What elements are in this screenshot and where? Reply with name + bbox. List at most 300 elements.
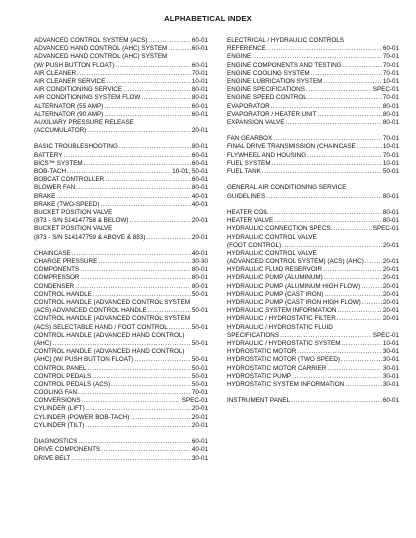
index-entry-title: (W/ PUSH BUTTON FLOAT) — [34, 61, 115, 69]
dot-leader — [266, 193, 382, 201]
index-entry-page: 80-01 — [382, 110, 399, 118]
dot-leader — [141, 94, 191, 102]
index-entry — [227, 160, 399, 168]
index-entry-title: HYDRAULIC CONNECTION SPECS. — [227, 225, 333, 233]
index-entry-title: HYDROSTATIC MOTOR — [227, 348, 297, 356]
index-entry — [227, 332, 399, 340]
dot-leader — [80, 266, 191, 274]
dot-leader — [271, 103, 382, 111]
dot-leader — [105, 176, 191, 184]
dot-leader — [148, 37, 191, 45]
index-entry-title: HYDROSTATIC MOTOR CARRIER — [227, 364, 327, 372]
index-entry — [34, 324, 208, 332]
index-entry-title: ADVANCED CONTROL SYSTEM (ACS) — [34, 37, 148, 44]
index-entry-title: AIR CLEANER SERVICE — [34, 77, 106, 85]
index-entry — [34, 405, 208, 413]
index-entry-page: 60-01 — [382, 45, 399, 53]
index-entry-title: CONVERSIONS — [34, 397, 81, 405]
index-entry — [34, 389, 208, 397]
section-gap — [227, 127, 399, 135]
index-entry — [34, 397, 208, 405]
dot-leader — [82, 397, 181, 405]
dot-leader — [86, 405, 191, 413]
index-entry — [227, 209, 399, 217]
dot-leader — [274, 217, 382, 225]
dot-leader — [267, 45, 382, 53]
index-entry-title: ENGINE LUBRICATION SYSTEM — [227, 77, 323, 85]
index-entry — [34, 127, 208, 135]
dot-leader — [87, 127, 191, 135]
index-heading-line: CONTROL HANDLE (ADVANCED HAND CONTROL) — [34, 331, 185, 339]
index-entry-page: 10-01 — [382, 143, 399, 151]
index-entry-page: 10-01 — [191, 77, 208, 85]
index-entry-page: 40-01 — [191, 249, 208, 257]
index-entry-title: ENGINE SPEED CONTROL — [227, 94, 307, 102]
index-entry-title: INSTRUMENT PANEL — [227, 397, 291, 405]
index-entry — [227, 397, 399, 405]
dot-leader — [92, 373, 191, 381]
index-entry — [34, 381, 208, 389]
index-entry — [227, 135, 399, 143]
index-entry — [227, 381, 399, 389]
index-entry — [227, 168, 399, 176]
index-entry-title: HYDROSTATIC MOTOR (TWO SPEED) — [227, 356, 340, 364]
dot-leader — [285, 119, 381, 127]
index-entry — [34, 340, 208, 348]
index-entry — [227, 356, 399, 364]
dot-leader — [72, 250, 191, 258]
index-entry — [227, 119, 399, 127]
dot-leader — [130, 217, 191, 225]
index-entry-title: (ACS) SELECTABLE HAND / FOOT CONTROL — [34, 323, 168, 331]
index-entry — [34, 217, 208, 225]
index-entry-page: 20-01 — [382, 266, 399, 274]
index-entry — [34, 176, 208, 184]
index-heading-line: HYDRAULIC CONTROL VALVE — [227, 233, 317, 241]
dot-leader — [323, 78, 381, 86]
dot-leader — [123, 86, 191, 94]
index-entry-page: 80-01 — [191, 184, 208, 192]
index-entry-title: BICS™ SYSTEM — [34, 159, 83, 167]
index-heading-line: HYDRAULIC / HYDROSTATIC FLUID — [227, 323, 333, 331]
dot-leader — [333, 225, 371, 233]
dot-leader — [262, 168, 382, 176]
index-entry-title: HYDROSTATIC PUMP — [227, 372, 292, 380]
index-heading-line: HYDRAULIC CONTROL VALVE — [227, 249, 317, 257]
index-column-left — [34, 37, 208, 463]
index-entry — [34, 274, 208, 282]
index-entry-title: AIR CONDITIONING SERVICE — [34, 86, 123, 94]
index-entry-page: 70-01 — [382, 135, 399, 143]
dot-leader — [291, 397, 382, 405]
dot-leader — [146, 234, 191, 242]
index-entry-title: EVAPORATOR / HEATER UNIT — [227, 110, 317, 118]
index-entry-page: 20-01 — [191, 233, 208, 241]
index-entry — [227, 291, 399, 299]
index-entry — [227, 299, 399, 307]
index-entry-title: BASIC TROUBLESHOOTING — [34, 143, 118, 151]
dot-leader — [308, 94, 382, 102]
index-entry — [34, 70, 208, 78]
index-entry-title: FLYWHEEL AND HOUSING — [227, 151, 307, 159]
index-heading-line: CONTROL HANDLE (ADVANCED CONTROL SYSTEM — [34, 315, 191, 323]
index-entry-page: 20-01 — [382, 299, 399, 306]
index-entry — [34, 86, 208, 94]
dot-leader — [357, 143, 382, 151]
index-entry — [227, 78, 399, 86]
dot-leader — [63, 152, 190, 160]
index-entry-title: ALTERNATOR (90 AMP) — [34, 110, 104, 118]
index-heading-line: BUCKET POSITION VALVE — [34, 208, 113, 216]
index-entry — [227, 373, 399, 381]
index-entry-page: 60-01 — [191, 110, 208, 118]
index-entry-title: AIR CLEANER — [34, 69, 76, 77]
index-entry-page: 50-01 — [191, 307, 208, 315]
index-entry — [34, 266, 208, 274]
dot-leader — [53, 340, 191, 348]
dot-leader — [87, 365, 190, 373]
index-entry-page: 70-01 — [382, 151, 399, 159]
index-entry-title: HYDRAULIC / HYDROSTATIC FILTER — [227, 315, 336, 323]
dot-leader — [365, 258, 382, 266]
index-entry-title: FUEL TANK — [227, 168, 261, 175]
index-entry-title: EVAPORATOR — [227, 102, 270, 110]
dot-leader — [282, 242, 382, 250]
index-entry — [227, 274, 399, 282]
page-title: ALPHABETICAL INDEX — [164, 14, 252, 23]
dot-leader — [78, 389, 191, 397]
index-entry-page: 60-01 — [191, 159, 208, 167]
index-column-right — [227, 37, 399, 405]
dot-leader — [85, 422, 191, 430]
index-entry-page: 70-01 — [382, 53, 399, 61]
section-gap — [34, 430, 208, 438]
index-entry — [34, 111, 208, 119]
index-entry-title: (ADVANCED CONTROL SYSTEM) (ACS) (AHC) — [227, 258, 364, 266]
index-heading-line: BUCKET POSITION VALVE — [34, 225, 113, 233]
dot-leader — [84, 160, 191, 168]
index-entry-page: 50-01 — [382, 168, 399, 175]
index-entry — [34, 201, 208, 209]
index-entry — [227, 225, 399, 233]
index-entry-title: ALTERNATOR (55 AMP) — [34, 102, 104, 110]
index-entry-page: 50-01 — [191, 356, 208, 364]
dot-leader — [273, 135, 382, 143]
index-entry — [227, 45, 399, 53]
index-entry-page: 30-01 — [382, 372, 399, 380]
index-entry-title: CYLINDER (TILT) — [34, 421, 85, 429]
index-entry-page: 60-01 — [191, 45, 208, 53]
index-entry — [34, 37, 208, 45]
index-entry — [34, 250, 208, 258]
index-entry-page: 20-01 — [382, 315, 399, 323]
index-entry-page: 10-01, 50-01 — [172, 168, 208, 175]
index-entry-title: HYDRAULIC PUMP (CAST IRON) — [227, 290, 324, 298]
index-entry — [227, 152, 399, 160]
index-entry-title: HYDRAULIC / HYDROSTATIC SYSTEM — [227, 339, 341, 347]
index-entry-title: FUEL SYSTEM — [227, 159, 271, 167]
dot-leader — [130, 414, 190, 422]
dot-leader — [341, 340, 381, 348]
index-entry-page: 40-01 — [191, 446, 208, 454]
index-entry-title: CYLINDER (LIFT) — [34, 405, 85, 413]
dot-leader — [104, 103, 191, 111]
dot-leader — [78, 438, 191, 446]
index-entry — [34, 143, 208, 151]
index-heading-line: AUXILIARY PRESSURE RELEASE — [34, 118, 134, 126]
index-entry-title: CONTROL PEDALS — [34, 372, 92, 380]
index-entry-title: CYLINDER (POWER BOB-TACH) — [34, 413, 130, 421]
index-entry-page: 80-01 — [191, 143, 208, 151]
index-entry-page: 60-01 — [191, 37, 208, 44]
section-gap — [34, 135, 208, 143]
index-entry — [34, 168, 208, 176]
dot-leader — [280, 332, 372, 340]
index-entry — [34, 307, 208, 315]
dot-leader — [115, 62, 191, 70]
index-entry — [34, 234, 208, 242]
index-entry-title: HYDRAULIC SYSTEM INFORMATION — [227, 307, 337, 315]
index-entry-title: (ACCUMULATOR) — [34, 127, 87, 135]
dot-leader — [324, 274, 382, 282]
index-entry-title: HYDROSTATIC SYSTEM INFORMATION — [227, 380, 345, 388]
dot-leader — [343, 62, 382, 70]
dot-leader — [270, 209, 382, 217]
index-entry — [34, 94, 208, 102]
index-entry-title: ADVANCED HAND CONTROL (AHC) SYSTEM — [34, 45, 168, 53]
index-entry — [227, 111, 399, 119]
index-entry — [34, 414, 208, 422]
index-entry — [227, 315, 399, 323]
dot-leader — [168, 45, 191, 53]
dot-leader — [104, 111, 191, 119]
dot-leader — [324, 291, 382, 299]
dot-leader — [341, 356, 382, 364]
index-entry-page: 40-01 — [191, 192, 208, 200]
index-entry-page: 80-01 — [191, 282, 208, 290]
index-heading-line: ADVANCED HAND CONTROL (AHC) SYSTEM — [34, 53, 168, 61]
index-entry-page: 80-01 — [191, 266, 208, 274]
index-entry-page: 50-01 — [191, 380, 208, 388]
index-entry-title: GUIDELINES — [227, 192, 266, 200]
dot-leader — [67, 168, 171, 176]
index-entry-title: DRIVE COMPONENTS — [34, 446, 101, 454]
index-entry — [34, 283, 208, 291]
index-entry — [227, 70, 399, 78]
dot-leader — [119, 143, 191, 151]
index-entry-title: FINAL DRIVE TRANSMISSION (CHAINCASE — [227, 143, 356, 151]
section-gap — [227, 176, 399, 184]
index-entry-title: (ACS) ADVANCED CONTROL HANDLE — [34, 307, 147, 315]
index-entry — [34, 356, 208, 364]
index-entry — [227, 103, 399, 111]
index-entry-title: COMPRESSOR — [34, 274, 80, 282]
index-entry-title: DRIVE BELT — [34, 454, 71, 462]
index-entry — [34, 291, 208, 299]
index-entry-page: 30-01 — [191, 454, 208, 462]
index-entry-page: SPEC-01 — [372, 86, 399, 94]
index-entry — [227, 307, 399, 315]
index-entry-title: ENGINE — [227, 53, 252, 61]
index-entry-title: BOB-TACH — [34, 168, 67, 175]
index-entry-title: COMPONENTS — [34, 266, 80, 274]
index-entry-page: 30-01 — [382, 348, 399, 356]
index-entry-title: HYDRAULIC PUMP (CAST IRON HIGH FLOW) — [227, 299, 361, 306]
index-entry-page: 20-01 — [382, 274, 399, 282]
dot-leader — [98, 258, 191, 266]
index-entry-page: 70-01 — [191, 69, 208, 77]
index-entry-page: 50-01 — [191, 323, 208, 331]
index-entry-page: 20-01 — [382, 307, 399, 315]
index-entry-title: (873 - S/N 514147759 & ABOVE & 883) — [34, 233, 146, 241]
dot-leader — [76, 184, 191, 192]
index-entry — [34, 160, 208, 168]
dot-leader — [307, 152, 382, 160]
index-entry-page: 60-01 — [191, 438, 208, 446]
index-entry-title: CONTROL PANEL — [34, 364, 87, 372]
index-entry-page: 10-01 — [382, 159, 399, 167]
index-entry — [227, 242, 399, 250]
index-entry-title: CONDENSER — [34, 282, 75, 290]
index-entry-title: REFERENCE — [227, 45, 266, 53]
index-entry-page: SPEC-01 — [372, 225, 399, 233]
index-entry-title: ENGINE COMPONENTS AND TESTING — [227, 61, 342, 69]
index-entry — [34, 45, 208, 53]
index-entry-page: 50-01 — [191, 339, 208, 347]
index-entry-title: HEATER COIL — [227, 208, 269, 216]
dot-leader — [111, 381, 191, 389]
index-entry-page: 70-01 — [382, 69, 399, 77]
index-entry-page: 60-01 — [191, 61, 208, 69]
dot-leader — [306, 86, 372, 94]
section-gap — [227, 201, 399, 209]
index-entry-title: EXPANSION VALVE — [227, 118, 285, 126]
index-entry — [227, 217, 399, 225]
index-entry-page: 80-01 — [382, 102, 399, 110]
section-gap — [227, 389, 399, 397]
index-entry-title: CONTROL PEDALS (ACS) — [34, 380, 111, 388]
dot-leader — [317, 111, 381, 119]
index-entry — [34, 446, 208, 454]
dot-leader — [327, 365, 382, 373]
index-entry-page: SPEC-01 — [372, 331, 399, 339]
index-entry-title: COOLING FAN — [34, 389, 78, 397]
index-entry — [227, 94, 399, 102]
index-entry-page: SPEC-01 — [181, 397, 208, 405]
dot-leader — [323, 266, 382, 274]
dot-leader — [93, 291, 191, 299]
index-entry-page: 70-01 — [191, 389, 208, 397]
index-entry-title: HYDRAULIC PUMP (ALUMINUM) — [227, 274, 323, 282]
index-entry-page: 70-01 — [382, 94, 399, 102]
index-entry — [227, 340, 399, 348]
index-entry-page: 20-01 — [382, 241, 399, 249]
index-entry-title: ENGINE SPECIFICATIONS — [227, 86, 305, 94]
dot-leader — [292, 373, 382, 381]
index-entry-title: (FOOT CONTROL) — [227, 241, 282, 249]
index-entry-title: BRAKE — [34, 192, 56, 200]
dot-leader — [101, 446, 191, 454]
section-gap — [34, 242, 208, 250]
index-entry-title: HYDRAULIC PUMP (ALUMINUM HIGH FLOW) — [227, 282, 361, 290]
index-entry-page: 20-01 — [191, 413, 208, 421]
index-entry — [34, 193, 208, 201]
dot-leader — [80, 274, 190, 282]
index-entry — [227, 365, 399, 373]
dot-leader — [362, 299, 382, 307]
dot-leader — [100, 201, 190, 209]
index-entry-page: 80-01 — [191, 94, 208, 102]
dot-leader — [311, 70, 382, 78]
index-entry-page: 10-01 — [382, 339, 399, 347]
index-entry-page: 80-01 — [382, 118, 399, 126]
index-entry-title: (AHC) (W/ PUSH BUTTON FLOAT) — [34, 356, 134, 364]
index-entry — [34, 455, 208, 463]
index-entry — [34, 365, 208, 373]
index-entry-page: 60-01 — [191, 176, 208, 184]
index-entry-title: BATTERY — [34, 151, 63, 159]
index-entry-title: CONTROL HANDLE — [34, 290, 92, 298]
index-entry — [34, 103, 208, 111]
index-entry — [34, 62, 208, 70]
index-entry — [34, 422, 208, 430]
index-entry-title: BRAKE (TWO-SPEED) — [34, 200, 100, 208]
index-entry-title: SPECIFICATIONS — [227, 331, 280, 339]
index-entry-page: 50-01 — [191, 372, 208, 380]
index-entry-page: 80-01 — [191, 86, 208, 94]
index-entry-title: ENGINE COOLING SYSTEM — [227, 69, 310, 77]
index-entry-title: FAN GEARBOX — [227, 135, 273, 143]
index-entry-title: BLOWER FAN — [34, 184, 76, 192]
index-entry-page: 10-01 — [382, 77, 399, 85]
dot-leader — [106, 78, 191, 86]
index-entry-page: 80-01 — [382, 217, 399, 225]
index-entry-title: HEATER VALVE — [227, 217, 274, 225]
dot-leader — [75, 283, 191, 291]
index-entry-page: 20-01 — [382, 290, 399, 298]
index-entry — [34, 152, 208, 160]
dot-leader — [56, 193, 191, 201]
dot-leader — [252, 53, 382, 61]
index-entry-page: 80-01 — [191, 274, 208, 282]
index-entry-page: 30-01 — [382, 380, 399, 388]
index-entry-page: 20-01 — [382, 258, 399, 266]
index-entry-page: 20-01 — [191, 127, 208, 135]
index-entry-page: 60-01 — [191, 102, 208, 110]
index-entry-page: 30-30 — [191, 258, 208, 266]
index-entry-title: (873 - S/N 514147758 & BELOW) — [34, 217, 129, 225]
index-entry-page: 30-01 — [382, 356, 399, 364]
index-entry-page: 70-01 — [382, 61, 399, 69]
index-entry — [227, 258, 399, 266]
index-entry-title: BOBCAT CONTROLLER — [34, 176, 105, 184]
index-entry — [227, 283, 399, 291]
index-entry-page: 20-01 — [191, 421, 208, 429]
index-entry-page: 60-01 — [382, 397, 399, 405]
index-entry-page: 20-01 — [191, 405, 208, 413]
dot-leader — [337, 307, 382, 315]
index-entry — [227, 86, 399, 94]
index-entry — [34, 438, 208, 446]
index-heading-line: CONTROL HANDLE (ADVANCED HAND CONTROL) — [34, 348, 185, 356]
index-heading-line: GENERAL AIR CONDITIONING SERVICE — [227, 184, 347, 192]
index-entry-page: 30-01 — [382, 364, 399, 372]
dot-leader — [148, 307, 191, 315]
index-entry-title: AIR CONDITIONING SYSTEM FLOW — [34, 94, 141, 102]
index-entry-title: HYDRAULIC FLUID RESERVOIR — [227, 266, 323, 274]
dot-leader — [345, 381, 382, 389]
index-entry-page: 40-01 — [191, 200, 208, 208]
